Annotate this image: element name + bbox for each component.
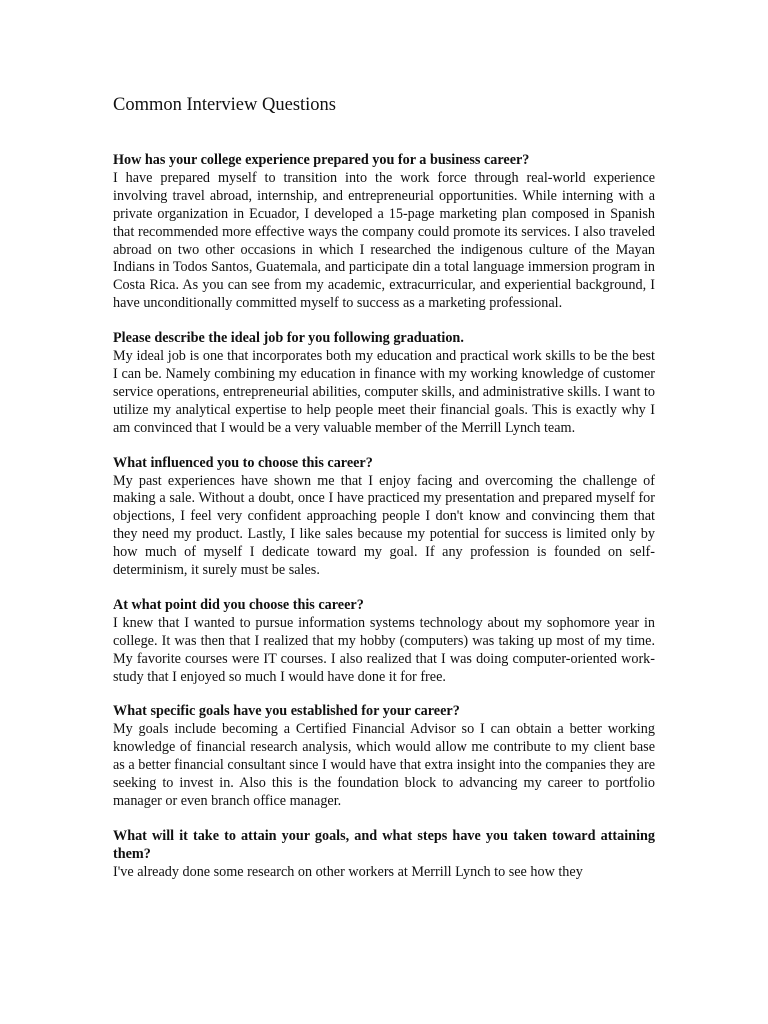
qa-section-attaining-goals: [113, 828, 655, 882]
answer-paragraph: My goals include becoming a Certified Financial Advisor so I can obtain a better working knowledge of financial research analysis, which would allow me contribute to my client base as a better financial consultant since I would have that extra insight into the companies they are seeking to invest in. Also this is the foundation block to advancing my career to portfolio manager or even branch office manager.: [113, 721, 655, 809]
question-heading: Please describe the ideal job for you following graduation.: [113, 330, 464, 347]
answer-paragraph: My ideal job is one that incorporates both my education and practical work skills to be the best I can be. Namely combining my education in finance with my working knowledge of customer service operations, entrepreneurial abilities, computer skills, and administrative skills. I want to utilize my analytical expertise to help people meet their financial goals. This is exactly why I am convinced that I would be a very valuable member of the Merrill Lynch team.: [113, 348, 655, 436]
answer-paragraph: My past experiences have shown me that I enjoy facing and overcoming the challenge of making a sale. Without a doubt, once I have practiced my presentation and prepared myself for objections, I feel very confident approaching people I don't know and convincing them that they need my product. Lastly, I like sales because my potential for success is limited only by how much of myself I dedicate toward my goal. If any profession is founded on self-determinism, it surely must be sales.: [113, 472, 655, 579]
qa-section-ideal-job: [113, 330, 655, 437]
qa-section-career-timing: [113, 597, 655, 687]
question-heading: What influenced you to choose this career?: [113, 454, 373, 471]
answer-paragraph: I have prepared myself to transition into the work force through real-world experience involving travel abroad, internship, and entrepreneurial opportunities. While interning with a private organization in Ecuador, I developed a 15-page marketing plan composed in Spanish that recommended more effective ways the company could promote its services. I also traveled abroad on two other occasions in which I researched the indigenous culture of the Mayan Indians in Todos Santos, Guatemala, and participate din a total language immersion program in Costa Rica. As you can see from my academic, extracurricular, and experiential background, I have unconditionally committed myself to success as a marketing professional.: [113, 169, 655, 312]
question-heading: At what point did you choose this career?: [113, 596, 364, 613]
question-heading: What will it take to attain your goals, and what steps have you taken toward attaining them?: [113, 827, 655, 862]
answer-paragraph: I knew that I wanted to pursue information systems technology about my sophomore year in college. It was then that I realized that my hobby (computers) was taking up most of my time. My favorite courses were IT courses. I also realized that I was doing computer-oriented work-study that I enjoyed so much I would have done it for free.: [113, 614, 655, 685]
qa-section-college-experience: [113, 152, 655, 313]
qa-section-career-influence: [113, 455, 655, 580]
document-title: Common Interview Questions: [113, 95, 337, 115]
qa-section-career-goals: [113, 703, 655, 810]
qa-sections: [113, 152, 655, 899]
question-heading: What specific goals have you established for your career?: [113, 703, 460, 720]
question-heading: How has your college experience prepared you for a business career?: [113, 152, 530, 168]
answer-paragraph: I've already done some research on other workers at Merrill Lynch to see how they: [113, 863, 583, 880]
